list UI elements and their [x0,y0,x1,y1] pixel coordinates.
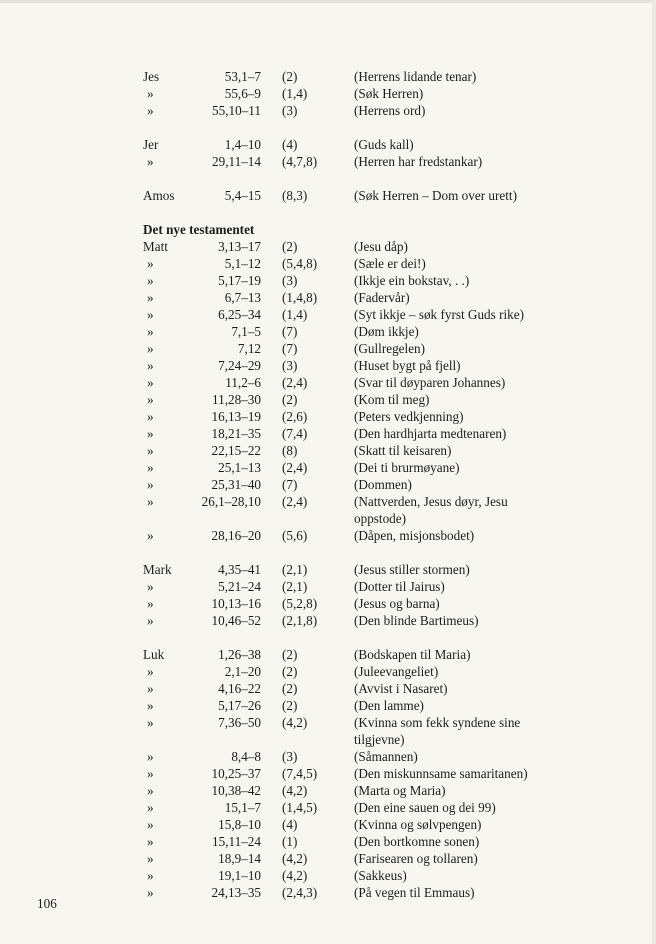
passage-title: (Peters vedkjenning) [354,409,464,424]
theme-code: (3) [282,749,298,764]
ditto-mark: » [147,783,154,798]
ditto-mark: » [147,664,154,679]
reading-row [0,255,656,272]
passage-title: (Dommen) [354,477,412,492]
theme-code: (1,4) [282,86,308,101]
theme-code: (8,3) [282,188,308,203]
reading-row [0,595,656,612]
section-heading: Det nye testamentet [143,222,255,237]
reading-row [0,187,656,204]
reading-row [0,476,656,493]
verse-reference: 28,16–20 [211,528,261,543]
theme-code: (7,4) [282,426,308,441]
reading-row [0,136,656,153]
theme-code: (2) [282,239,298,254]
passage-title: (Herrens ord) [354,103,426,118]
passage-title: (Jesus stiller stormen) [354,562,470,577]
passage-title: (Sakkeus) [354,868,407,883]
reading-row [0,272,656,289]
reading-row [0,646,656,663]
reading-row [0,697,656,714]
verse-reference: 10,25–37 [211,766,261,781]
passage-title: (Guds kall) [354,137,414,152]
verse-reference: 18,9–14 [218,851,261,866]
ditto-mark: » [147,324,154,339]
verse-reference: 5,17–19 [218,273,261,288]
ditto-mark: » [147,715,154,730]
theme-code: (3) [282,103,298,118]
theme-code: (1,4) [282,307,308,322]
book-name: Jer [143,137,159,152]
ditto-mark: » [147,851,154,866]
reading-row [0,782,656,799]
reading-row [0,714,656,748]
page-number: 106 [37,896,57,911]
verse-reference: 16,13–19 [211,409,261,424]
reading-row [0,357,656,374]
ditto-mark: » [147,273,154,288]
reading-row [0,561,656,578]
passage-title: (Bodskapen til Maria) [354,647,471,662]
verse-reference: 7,36–50 [218,715,261,730]
verse-reference: 7,12 [237,341,261,356]
reading-row [0,306,656,323]
passage-title: (Juleevangeliet) [354,664,439,679]
verse-reference: 10,13–16 [211,596,261,611]
reading-row [0,289,656,306]
verse-reference: 3,13–17 [218,239,261,254]
theme-code: (4,2) [282,715,308,730]
reading-row [0,459,656,476]
reading-row [0,323,656,340]
ditto-mark: » [147,358,154,373]
ditto-mark: » [147,613,154,628]
theme-code: (1,4,5) [282,800,318,815]
theme-code: (4,2) [282,783,308,798]
section-spacer [0,544,656,561]
passage-title: (Søk Herren) [354,86,424,101]
reading-row [0,68,656,85]
passage-title: (Den bortkomne sonen) [354,834,480,849]
scripture-reading-list [0,68,656,901]
reading-row [0,238,656,255]
theme-code: (2,6) [282,409,308,424]
passage-title: (Søk Herren – Dom over urett) [354,188,517,203]
theme-code: (8) [282,443,298,458]
passage-title: (Gullregelen) [354,341,426,356]
theme-code: (7) [282,324,298,339]
theme-code: (1,4,8) [282,290,318,305]
ditto-mark: » [147,528,154,543]
theme-code: (3) [282,358,298,373]
theme-code: (7) [282,341,298,356]
verse-reference: 7,24–29 [218,358,261,373]
theme-code: (2) [282,69,298,84]
ditto-mark: » [147,460,154,475]
ditto-mark: » [147,817,154,832]
passage-title: (Ikkje ein bokstav, . .) [354,273,470,288]
passage-title: (Jesu dåp) [354,239,408,254]
verse-reference: 5,17–26 [218,698,261,713]
reading-row [0,799,656,816]
ditto-mark: » [147,766,154,781]
ditto-mark: » [147,596,154,611]
passage-title: (Marta og Maria) [354,783,446,798]
verse-reference: 22,15–22 [211,443,261,458]
passage-title: (Kom til meg) [354,392,430,407]
passage-title: (Dei ti brurmøyane) [354,460,460,475]
ditto-mark: » [147,256,154,271]
reading-row [0,85,656,102]
reading-row [0,833,656,850]
verse-reference: 18,21–35 [211,426,261,441]
ditto-mark: » [147,477,154,492]
verse-reference: 25,31–40 [211,477,261,492]
passage-title: (Sæle er dei!) [354,256,426,271]
book-name: Mark [143,562,172,577]
ditto-mark: » [147,681,154,696]
theme-code: (5,2,8) [282,596,318,611]
ditto-mark: » [147,494,154,509]
passage-title: (Dåpen, misjonsbodet) [354,528,475,543]
reading-row [0,153,656,170]
passage-title: (Den miskunnsame samaritanen) [354,766,528,781]
reading-row [0,578,656,595]
theme-code: (2,1) [282,579,308,594]
passage-title: (Kvinna som fekk syndene sine tilgjevne) [354,715,521,747]
ditto-mark: » [147,103,154,118]
book-name: Amos [143,188,175,203]
verse-reference: 26,1–28,10 [201,494,261,509]
verse-reference: 15,11–24 [212,834,261,849]
theme-code: (4) [282,137,298,152]
verse-reference: 10,38–42 [211,783,261,798]
reading-row [0,680,656,697]
verse-reference: 53,1–7 [224,69,261,84]
ditto-mark: » [147,409,154,424]
passage-title: (Farisearen og tollaren) [354,851,478,866]
reading-row [0,867,656,884]
verse-reference: 25,1–13 [218,460,261,475]
ditto-mark: » [147,749,154,764]
theme-code: (5,6) [282,528,308,543]
reading-row [0,340,656,357]
theme-code: (2) [282,647,298,662]
section-spacer [0,204,656,221]
passage-title: (Svar til døyparen Johannes) [354,375,506,390]
verse-reference: 1,26–38 [218,647,261,662]
theme-code: (2,4) [282,494,308,509]
passage-title: (Herrens lidande tenar) [354,69,477,84]
verse-reference: 2,1–20 [224,664,261,679]
theme-code: (4,7,8) [282,154,318,169]
theme-code: (2,4,3) [282,885,318,900]
passage-title: (Syt ikkje – søk fyrst Guds rike) [354,307,524,322]
verse-reference: 19,1–10 [218,868,261,883]
passage-title: (Den lamme) [354,698,424,713]
theme-code: (7,4,5) [282,766,318,781]
ditto-mark: » [147,426,154,441]
verse-reference: 7,1–5 [231,324,261,339]
section-spacer [0,119,656,136]
reading-row [0,391,656,408]
theme-code: (2,1,8) [282,613,318,628]
ditto-mark: » [147,800,154,815]
verse-reference: 6,7–13 [224,290,261,305]
passage-title: (Såmannen) [354,749,418,764]
ditto-mark: » [147,698,154,713]
reading-row [0,816,656,833]
theme-code: (2) [282,664,298,679]
book-name: Luk [143,647,165,662]
passage-title: (Den hardhjarta medtenaren) [354,426,507,441]
passage-title: (Herren har fredstankar) [354,154,483,169]
reading-row [0,527,656,544]
verse-reference: 10,46–52 [211,613,261,628]
reading-row [0,748,656,765]
theme-code: (2,4) [282,460,308,475]
verse-reference: 1,4–10 [224,137,261,152]
theme-code: (5,4,8) [282,256,318,271]
reading-row [0,442,656,459]
passage-title: (Døm ikkje) [354,324,419,339]
ditto-mark: » [147,86,154,101]
verse-reference: 15,1–7 [224,800,261,815]
passage-title: (Fadervår) [354,290,410,305]
ditto-mark: » [147,307,154,322]
passage-title: (Den eine sauen og dei 99) [354,800,496,815]
passage-title: (Huset bygt på fjell) [354,358,461,373]
theme-code: (2) [282,392,298,407]
reading-row [0,765,656,782]
theme-code: (2,4) [282,375,308,390]
reading-row [0,493,656,527]
reading-row [0,850,656,867]
ditto-mark: » [147,443,154,458]
verse-reference: 4,35–41 [218,562,261,577]
ditto-mark: » [147,868,154,883]
verse-reference: 24,13–35 [211,885,261,900]
passage-title: (Dotter til Jairus) [354,579,445,594]
verse-reference: 55,6–9 [224,86,261,101]
ditto-mark: » [147,290,154,305]
verse-reference: 4,16–22 [218,681,261,696]
reading-row [0,612,656,629]
passage-title: (På vegen til Emmaus) [354,885,475,900]
verse-reference: 11,28–30 [212,392,261,407]
theme-code: (4,2) [282,851,308,866]
verse-reference: 8,4–8 [231,749,261,764]
ditto-mark: » [147,834,154,849]
theme-code: (2) [282,681,298,696]
verse-reference: 6,25–34 [218,307,261,322]
reading-row [0,425,656,442]
passage-title: (Nattverden, Jesus døyr, Jesu oppstode) [354,494,508,526]
theme-code: (4,2) [282,868,308,883]
passage-title: (Avvist i Nasaret) [354,681,448,696]
passage-title: (Jesus og barna) [354,596,440,611]
book-name: Jes [143,69,160,84]
verse-reference: 5,4–15 [224,188,261,203]
passage-title: (Den blinde Bartimeus) [354,613,479,628]
section-spacer [0,170,656,187]
theme-code: (3) [282,273,298,288]
reading-row [0,102,656,119]
verse-reference: 29,11–14 [212,154,261,169]
section-heading-row [0,221,656,238]
section-spacer [0,629,656,646]
passage-title: (Kvinna og sølvpengen) [354,817,482,832]
ditto-mark: » [147,341,154,356]
ditto-mark: » [147,375,154,390]
theme-code: (2,1) [282,562,308,577]
theme-code: (7) [282,477,298,492]
theme-code: (4) [282,817,298,832]
verse-reference: 55,10–11 [212,103,261,118]
reading-row [0,663,656,680]
verse-reference: 11,2–6 [225,375,261,390]
reading-row [0,374,656,391]
reading-row [0,408,656,425]
book-name: Matt [143,239,168,254]
page-top-edge [0,0,656,3]
ditto-mark: » [147,579,154,594]
theme-code: (1) [282,834,298,849]
reading-row [0,884,656,901]
passage-title: (Skatt til keisaren) [354,443,452,458]
verse-reference: 5,21–24 [218,579,261,594]
ditto-mark: » [147,885,154,900]
theme-code: (2) [282,698,298,713]
verse-reference: 15,8–10 [218,817,261,832]
ditto-mark: » [147,392,154,407]
ditto-mark: » [147,154,154,169]
verse-reference: 5,1–12 [224,256,261,271]
